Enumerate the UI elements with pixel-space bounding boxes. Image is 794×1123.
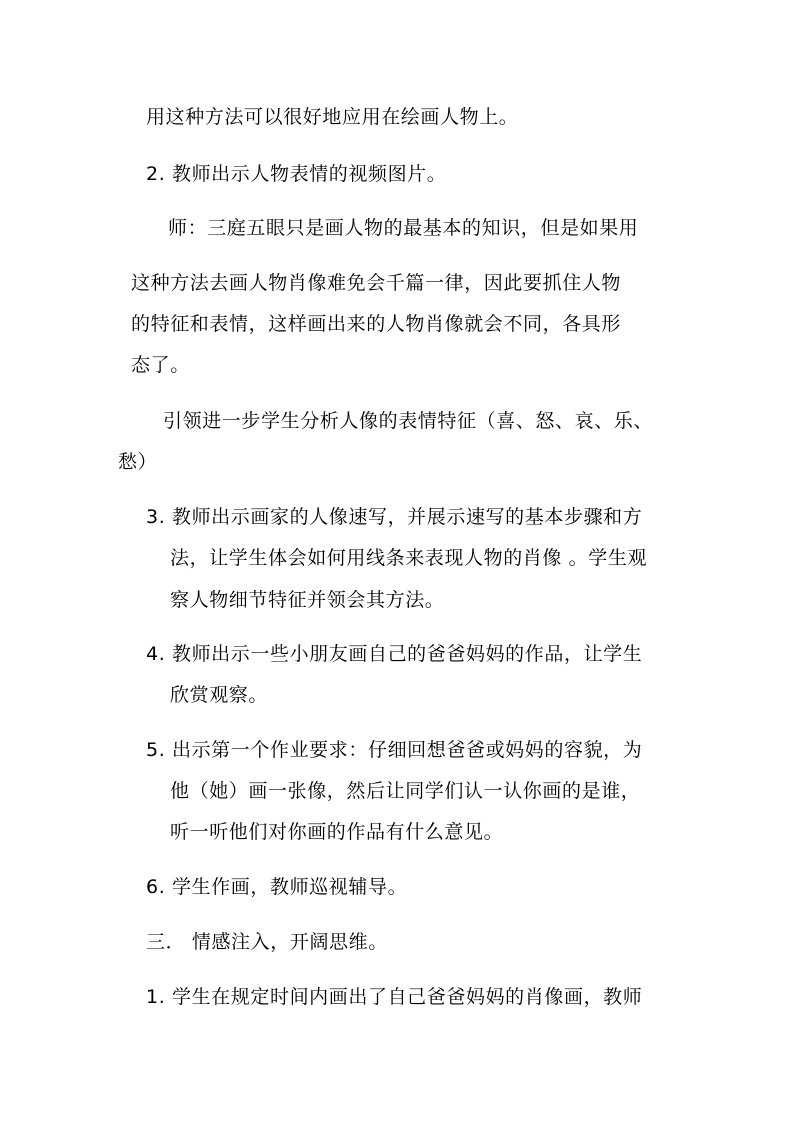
list-item-3-line-2: 法，让学生体会如何用线条来表现人物的肖像 。学生观 (170, 547, 648, 569)
paragraph-guide-line-2: 愁） (118, 451, 158, 473)
paragraph-guide-line-1: 引领进一步学生分析人像的表情特征（喜、怒、哀、乐、 (163, 410, 654, 432)
paragraph-teacher-line-3: 的特征和表情，这样画出来的人物肖像就会不同，各具形 (131, 313, 622, 335)
paragraph-teacher-line-4: 态了。 (131, 354, 190, 376)
list-item-6: 6. 学生作画，教师巡视辅导。 (146, 876, 408, 898)
paragraph-teacher-line-1: 师：三庭五眼只是画人物的最基本的知识，但是如果用 (168, 217, 639, 239)
list-item-3-line-3: 察人物细节特征并领会其方法。 (170, 589, 445, 611)
list-item-1-line-1: 1. 学生在规定时间内画出了自己爸爸妈妈的肖像画，教师 (146, 986, 643, 1008)
list-item-5-line-1: 5. 出示第一个作业要求：仔细回想爸爸或妈妈的容貌，为 (146, 739, 643, 761)
section-heading-3: 三． 情感注入，开阔思维。 (146, 931, 388, 953)
list-item-5-line-2: 他（她）画一张像，然后让同学们认一认你画的是谁， (170, 780, 641, 802)
list-item-2: 2. 教师出示人物表情的视频图片。 (146, 163, 447, 185)
paragraph-teacher-line-2: 这种方法去画人物肖像难免会千篇一律，因此要抓住人物 (131, 272, 622, 294)
text-line-1: 用这种方法可以很好地应用在绘画人物上。 (146, 106, 519, 128)
list-item-4-line-2: 欣赏观察。 (170, 684, 269, 706)
list-item-4-line-1: 4. 教师出示一些小朋友画自己的爸爸妈妈的作品，让学生 (146, 643, 643, 665)
list-item-3-line-1: 3. 教师出示画家的人像速写，并展示速写的基本步骤和方 (146, 506, 643, 528)
list-item-5-line-3: 听一听他们对你画的作品有什么意见。 (170, 821, 504, 843)
